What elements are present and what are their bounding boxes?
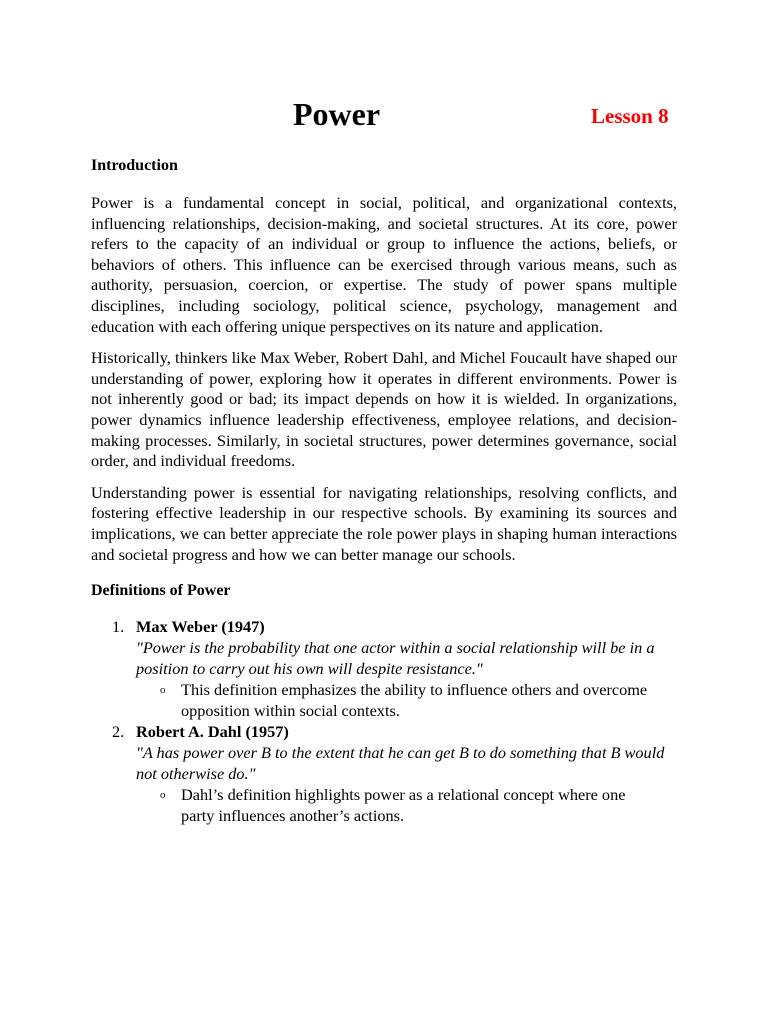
definition-author: Max Weber (1947) (136, 617, 265, 637)
definition-note-text: Dahl’s definition highlights power as a relational concept where one party influences another’s actions. (181, 785, 626, 826)
document-body (91, 155, 677, 826)
definition-note (136, 679, 661, 721)
definition-number: 2. (112, 722, 125, 742)
bullet-icon: o (160, 789, 166, 802)
bullet-icon: o (160, 684, 166, 697)
definition-note-text: This definition emphasizes the ability to influence others and overcome opposition within social contexts. (181, 680, 648, 721)
definition-notes (136, 679, 677, 721)
definition-notes (136, 784, 677, 826)
definition-note (136, 784, 661, 826)
definition-quote: "A has power over B to the extent that he can get B to do something that B would not otherwise do." (136, 743, 665, 784)
definitions-list (91, 616, 677, 826)
definition-item-dahl (91, 721, 677, 826)
lesson-label: Lesson 8 (591, 104, 669, 128)
intro-paragraph-2: Historically, thinkers like Max Weber, Robert Dahl, and Michel Foucault have shaped our understanding of power, exploring how it operates in different environments. Power is not inherently good or bad; its impact depends on how it is wielded. In organizations, power dynamics influence leadership effectiveness, employee relations, and decision-making processes. Similarly, in societal structures, power determines governance, social order, and individual freedoms. (91, 348, 677, 471)
intro-paragraph-3: Understanding power is essential for navigating relationships, resolving conflicts, and fostering effective leadership in our respective schools. By examining its sources and implications, we can better appreciate the role power plays in shaping human interactions and societal progress and how we can better manage our schools. (91, 482, 677, 564)
page-title: Power (293, 96, 381, 132)
definition-number: 1. (112, 617, 125, 637)
intro-paragraph-1: Power is a fundamental concept in social, political, and organizational contexts, influencing relationships, decision-making, and societal structures. At its core, power refers to the capacity of an individual or group to influence the actions, beliefs, or behaviors of others. This influence can be exercised through various means, such as authority, persuasion, coercion, or expertise. The study of power spans multiple disciplines, including sociology, political science, psychology, management and education with each offering unique perspectives on its nature and application. (91, 193, 677, 336)
definition-item-weber (91, 616, 677, 721)
definitions-heading: Definitions of Power (91, 582, 231, 600)
definition-author: Robert A. Dahl (1957) (136, 722, 289, 742)
definition-quote: "Power is the probability that one actor within a social relationship will be in a position to carry out his own will despite resistance." (136, 638, 655, 679)
introduction-heading: Introduction (91, 157, 178, 174)
